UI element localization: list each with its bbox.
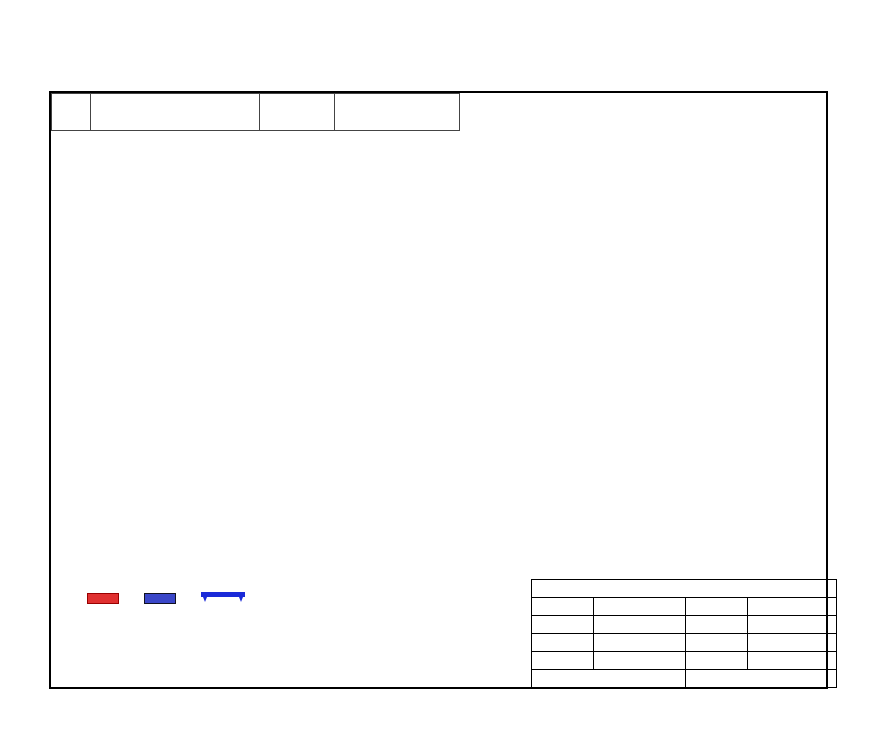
info-checker-value bbox=[594, 652, 686, 670]
info-project bbox=[532, 580, 837, 598]
info-start-value bbox=[748, 616, 837, 634]
info-duration-label bbox=[686, 652, 748, 670]
task-table bbox=[51, 93, 460, 131]
header-duration bbox=[260, 94, 335, 131]
header-name bbox=[91, 94, 260, 131]
info-duration-value bbox=[748, 652, 837, 670]
info-editor-value bbox=[594, 598, 686, 616]
info-blank bbox=[532, 670, 686, 688]
info-owner-label bbox=[686, 598, 748, 616]
info-date bbox=[686, 670, 837, 688]
info-drawer-value bbox=[594, 616, 686, 634]
info-owner-value bbox=[748, 598, 837, 616]
info-end-value bbox=[748, 634, 837, 652]
info-end-label bbox=[686, 634, 748, 652]
info-start-label bbox=[686, 616, 748, 634]
header-start bbox=[335, 94, 460, 131]
info-checker-label bbox=[532, 652, 594, 670]
info-reviewer-label bbox=[532, 634, 594, 652]
legend-summary-swatch bbox=[201, 590, 245, 607]
info-editor-label bbox=[532, 598, 594, 616]
legend-normal-swatch bbox=[144, 593, 176, 604]
gantt-chart bbox=[464, 93, 828, 580]
legend-critical-swatch bbox=[87, 593, 119, 604]
legend bbox=[60, 590, 245, 607]
info-table bbox=[531, 579, 837, 688]
header-id bbox=[52, 94, 91, 131]
info-drawer-label bbox=[532, 616, 594, 634]
info-reviewer-value bbox=[594, 634, 686, 652]
